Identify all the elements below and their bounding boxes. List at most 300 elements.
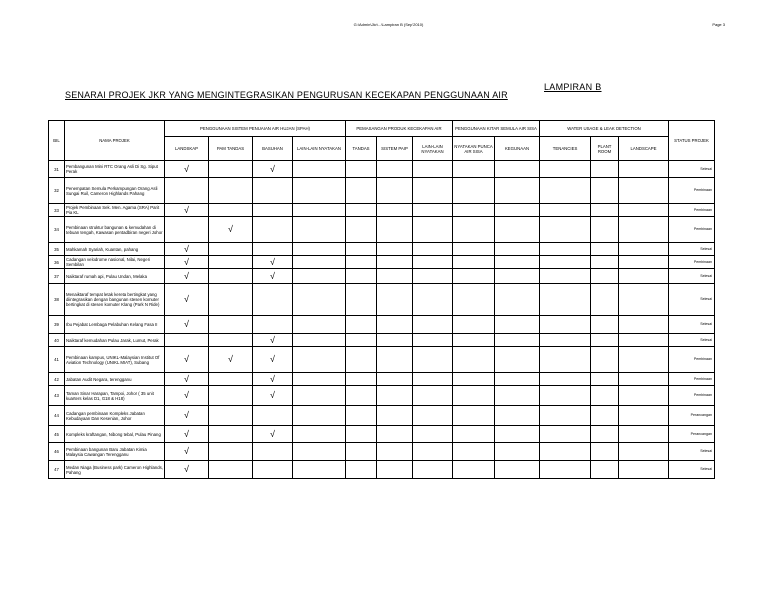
check-cell	[413, 406, 453, 426]
check-cell	[165, 284, 209, 316]
check-cell	[619, 426, 669, 443]
table-row	[49, 386, 715, 406]
check-cell	[453, 256, 495, 269]
check-cell	[413, 426, 453, 443]
row-number: 38	[49, 284, 65, 316]
check-cell	[591, 373, 619, 386]
check-cell	[619, 204, 669, 217]
check-cell	[453, 373, 495, 386]
row-number: 40	[49, 334, 65, 347]
status-text: Selesai	[669, 161, 715, 178]
check-cell	[165, 269, 209, 284]
check-cell	[495, 217, 540, 243]
table-row	[49, 269, 715, 284]
checkmark-icon: √	[270, 354, 275, 364]
check-cell	[453, 217, 495, 243]
check-cell	[253, 426, 293, 443]
project-name: Cadangan velodrome nasional, Nilai, Negeri Sembilan	[65, 256, 165, 269]
status-text: Selesai	[669, 334, 715, 347]
check-cell	[540, 217, 591, 243]
checkmark-icon: √	[270, 270, 275, 281]
check-cell	[413, 334, 453, 347]
check-cell	[453, 334, 495, 347]
table-row	[49, 243, 715, 256]
sub-header-landscape: LANDSCAPE	[619, 137, 669, 161]
row-number: 42	[49, 373, 65, 386]
check-cell	[165, 386, 209, 406]
check-cell	[540, 256, 591, 269]
checkmark-icon: √	[228, 354, 233, 364]
check-cell	[619, 269, 669, 284]
check-cell	[377, 347, 413, 373]
check-cell	[540, 243, 591, 256]
check-cell	[495, 256, 540, 269]
project-name: Pembinaan bangunan Baru Jabatan Kimia Malaysia Cawangan Terengganu	[65, 443, 165, 461]
table-row	[49, 178, 715, 204]
check-cell	[209, 347, 253, 373]
check-cell	[346, 217, 377, 243]
checkmark-icon: √	[270, 390, 275, 400]
check-cell	[591, 204, 619, 217]
table-row	[49, 161, 715, 178]
check-cell	[293, 204, 346, 217]
status-text: Pembinaan	[669, 373, 715, 386]
row-number: 47	[49, 461, 65, 479]
check-cell	[619, 243, 669, 256]
check-cell	[619, 334, 669, 347]
check-cell	[346, 284, 377, 316]
project-name: Kompleks kraftangan, Nibong tebal, Pulau Pinang	[65, 426, 165, 443]
table-row	[49, 373, 715, 386]
status-text: Pembinaan	[669, 256, 715, 269]
check-cell	[165, 256, 209, 269]
status-text: Selesai	[669, 461, 715, 479]
row-number: 46	[49, 443, 65, 461]
checkmark-icon: √	[184, 243, 189, 254]
row-number: 41	[49, 347, 65, 373]
checkmark-icon: √	[184, 410, 189, 420]
check-cell	[413, 269, 453, 284]
project-name: Taman Sinar Harapan, Tampoi, Johor ( 35 unit kuarters kelas D1, G18 & H18)	[65, 386, 165, 406]
check-cell	[453, 204, 495, 217]
check-cell	[293, 386, 346, 406]
check-cell	[619, 217, 669, 243]
check-cell	[165, 316, 209, 334]
check-cell	[540, 269, 591, 284]
sub-header-tenancies: TENANCIES	[540, 137, 591, 161]
row-number: 33	[49, 204, 65, 217]
check-cell	[413, 443, 453, 461]
check-cell	[253, 217, 293, 243]
document-file-path: G:\Admin\Jkr\...\Lampiran B (Sep'2010)	[353, 22, 424, 27]
status-text: Selesai	[669, 284, 715, 316]
row-number: 37	[49, 269, 65, 284]
check-cell	[209, 204, 253, 217]
sub-header-plant-room: PLANT ROOM	[591, 137, 619, 161]
check-cell	[346, 443, 377, 461]
checkmark-icon: √	[184, 446, 189, 456]
check-cell	[293, 426, 346, 443]
check-cell	[165, 217, 209, 243]
check-cell	[209, 161, 253, 178]
check-cell	[540, 178, 591, 204]
check-cell	[619, 178, 669, 204]
check-cell	[591, 256, 619, 269]
check-cell	[209, 373, 253, 386]
check-cell	[209, 269, 253, 284]
status-text: Selesai	[669, 316, 715, 334]
check-cell	[495, 178, 540, 204]
check-cell	[293, 334, 346, 347]
check-cell	[293, 347, 346, 373]
project-name: Naiktaraf rumah api, Pulau Undan, Melaka	[65, 269, 165, 284]
check-cell	[165, 178, 209, 204]
check-cell	[591, 334, 619, 347]
check-cell	[413, 373, 453, 386]
check-cell	[540, 373, 591, 386]
check-cell	[165, 161, 209, 178]
table-row	[49, 204, 715, 217]
check-cell	[495, 373, 540, 386]
check-cell	[165, 334, 209, 347]
check-cell	[377, 204, 413, 217]
check-cell	[165, 443, 209, 461]
check-cell	[209, 256, 253, 269]
check-cell	[540, 386, 591, 406]
check-cell	[346, 178, 377, 204]
check-cell	[619, 316, 669, 334]
check-cell	[413, 204, 453, 217]
check-cell	[209, 316, 253, 334]
check-cell	[413, 284, 453, 316]
sub-header-pam-tandas: PAM TANDAS	[209, 137, 253, 161]
checkmark-icon: √	[184, 256, 189, 267]
row-number: 31	[49, 161, 65, 178]
check-cell	[209, 386, 253, 406]
checkmark-icon: √	[184, 319, 189, 329]
check-cell	[619, 443, 669, 461]
table-row	[49, 347, 715, 373]
check-cell	[453, 316, 495, 334]
checkmark-icon: √	[184, 163, 189, 174]
project-name: Naiktaraf kemudahan Pulau Jarak, Lumut, Perak	[65, 334, 165, 347]
check-cell	[540, 334, 591, 347]
check-cell	[209, 217, 253, 243]
project-name: Menaiktaraf tempat letak kereta bertingkat yang diintegrasikan dengan bangunan stesen komuter bertingkat di stesen komuter Klang (Park N Ride)	[65, 284, 165, 316]
check-cell	[377, 161, 413, 178]
check-cell	[377, 406, 413, 426]
row-number: 34	[49, 217, 65, 243]
check-cell	[495, 426, 540, 443]
check-cell	[293, 284, 346, 316]
check-cell	[495, 461, 540, 479]
table-row	[49, 284, 715, 316]
check-cell	[453, 406, 495, 426]
document-title: SENARAI PROJEK JKR YANG MENGINTEGRASIKAN PENGURUSAN KECEKAPAN PENGGUNAAN AIR	[65, 90, 508, 100]
check-cell	[293, 461, 346, 479]
check-cell	[540, 161, 591, 178]
check-cell	[619, 347, 669, 373]
check-cell	[293, 256, 346, 269]
check-cell	[453, 461, 495, 479]
check-cell	[413, 386, 453, 406]
checkmark-icon: √	[184, 428, 189, 439]
check-cell	[540, 406, 591, 426]
check-cell	[165, 426, 209, 443]
check-cell	[293, 443, 346, 461]
check-cell	[377, 386, 413, 406]
check-cell	[591, 347, 619, 373]
check-cell	[591, 443, 619, 461]
status-text: Selesai	[669, 443, 715, 461]
check-cell	[253, 256, 293, 269]
check-cell	[293, 316, 346, 334]
check-cell	[253, 284, 293, 316]
check-cell	[495, 386, 540, 406]
check-cell	[591, 217, 619, 243]
status-text: Pembinaan	[669, 386, 715, 406]
group-header-spah: PENGGUNAAN SISTEM PENUAIAN AIR HUJAN (SPAH)	[165, 121, 346, 137]
table-row	[49, 443, 715, 461]
project-name: Pembangunan Mini RTC Orang Asli Di Sg. Siput Perak	[65, 161, 165, 178]
status-text: Perancangan	[669, 426, 715, 443]
check-cell	[165, 461, 209, 479]
check-cell	[165, 347, 209, 373]
check-cell	[540, 426, 591, 443]
check-cell	[209, 284, 253, 316]
check-cell	[346, 461, 377, 479]
check-cell	[253, 316, 293, 334]
check-cell	[413, 316, 453, 334]
row-number: 39	[49, 316, 65, 334]
check-cell	[591, 178, 619, 204]
check-cell	[540, 284, 591, 316]
check-cell	[453, 426, 495, 443]
sub-header-landskap: LANDSKAP	[165, 137, 209, 161]
check-cell	[591, 386, 619, 406]
status-text: Pembinaan	[669, 347, 715, 373]
check-cell	[591, 284, 619, 316]
sub-header-lain-lain-nyatakan: LAIN-LAIN NYATAKAN	[413, 137, 453, 161]
project-name: Penempatan Semula Perkampungan Orang Asli Sungai Ruil, Cameron Highlands Pahang	[65, 178, 165, 204]
check-cell	[540, 316, 591, 334]
check-cell	[346, 347, 377, 373]
check-cell	[591, 406, 619, 426]
check-cell	[165, 406, 209, 426]
checkmark-icon: √	[184, 204, 189, 215]
check-cell	[453, 269, 495, 284]
check-cell	[377, 178, 413, 204]
check-cell	[209, 406, 253, 426]
check-cell	[413, 256, 453, 269]
table-row	[49, 256, 715, 269]
check-cell	[413, 243, 453, 256]
check-cell	[253, 178, 293, 204]
check-cell	[253, 204, 293, 217]
row-number: 45	[49, 426, 65, 443]
check-cell	[591, 243, 619, 256]
checkmark-icon: √	[270, 334, 275, 345]
table-row	[49, 406, 715, 426]
check-cell	[619, 284, 669, 316]
check-cell	[346, 204, 377, 217]
status-text: Pembinaan	[669, 178, 715, 204]
check-cell	[209, 334, 253, 347]
check-cell	[413, 217, 453, 243]
check-cell	[165, 243, 209, 256]
check-cell	[591, 316, 619, 334]
check-cell	[591, 269, 619, 284]
check-cell	[293, 269, 346, 284]
status-text: Pembinaan	[669, 217, 715, 243]
check-cell	[495, 443, 540, 461]
check-cell	[377, 217, 413, 243]
group-header-leak-detection: WATER USAGE & LEAK DETECTION	[540, 121, 669, 137]
sub-header-sistem-paip: SISTEM PAIP	[377, 137, 413, 161]
check-cell	[540, 461, 591, 479]
sub-header-basuhan: BASUHAN	[253, 137, 293, 161]
check-cell	[253, 461, 293, 479]
check-cell	[619, 256, 669, 269]
check-cell	[495, 316, 540, 334]
check-cell	[413, 347, 453, 373]
check-cell	[293, 243, 346, 256]
check-cell	[540, 204, 591, 217]
page-number: Page 3	[712, 22, 725, 27]
check-cell	[495, 406, 540, 426]
project-name: Medan Niaga (Business park) Cameron Highlands, Pahang	[65, 461, 165, 479]
checkmark-icon: √	[228, 224, 233, 234]
check-cell	[377, 334, 413, 347]
check-cell	[293, 161, 346, 178]
check-cell	[495, 161, 540, 178]
group-header-kitar-semula: PENGGUNAAN KITAR SEMULA AIR SISA	[453, 121, 540, 137]
row-number: 36	[49, 256, 65, 269]
table-row	[49, 316, 715, 334]
check-cell	[377, 243, 413, 256]
check-cell	[253, 269, 293, 284]
table-row	[49, 217, 715, 243]
check-cell	[453, 284, 495, 316]
check-cell	[377, 461, 413, 479]
row-number: 35	[49, 243, 65, 256]
project-table	[48, 120, 715, 479]
check-cell	[209, 443, 253, 461]
status-text: Selesai	[669, 269, 715, 284]
checkmark-icon: √	[184, 354, 189, 364]
project-name: Pembinaan struktur bangunan & kemudahan di tebuan tengah, Kawasan pentadbiran negeri Johor	[65, 217, 165, 243]
status-text: Selesai	[669, 243, 715, 256]
check-cell	[453, 386, 495, 406]
check-cell	[209, 243, 253, 256]
check-cell	[346, 256, 377, 269]
check-cell	[293, 217, 346, 243]
row-number: 43	[49, 386, 65, 406]
check-cell	[453, 347, 495, 373]
project-name: Ibu Pejabat Lembaga Pelabuhan Kelang Fasa II	[65, 316, 165, 334]
check-cell	[253, 161, 293, 178]
check-cell	[495, 347, 540, 373]
checkmark-icon: √	[184, 390, 189, 400]
check-cell	[619, 406, 669, 426]
row-number: 44	[49, 406, 65, 426]
check-cell	[495, 204, 540, 217]
sub-header-nyatakan-punca-air-sisa: NYATAKAN PUNCA AIR SISA	[453, 137, 495, 161]
check-cell	[253, 347, 293, 373]
check-cell	[346, 406, 377, 426]
check-cell	[253, 243, 293, 256]
check-cell	[209, 178, 253, 204]
check-cell	[346, 316, 377, 334]
check-cell	[495, 243, 540, 256]
checkmark-icon: √	[270, 163, 275, 174]
checkmark-icon: √	[184, 373, 189, 384]
check-cell	[346, 334, 377, 347]
check-cell	[293, 406, 346, 426]
project-name: Cadangan pembinaan Kompleks Jabatan Kebudayaan Dan Kesenian, Johor	[65, 406, 165, 426]
check-cell	[413, 461, 453, 479]
col-status-projek: STATUS PROJEK	[669, 121, 715, 161]
check-cell	[413, 178, 453, 204]
status-text: Pembinaan	[669, 204, 715, 217]
table-row	[49, 461, 715, 479]
sub-header-kegunaan: KEGUNAAN	[495, 137, 540, 161]
checkmark-icon: √	[270, 373, 275, 384]
check-cell	[377, 373, 413, 386]
check-cell	[591, 461, 619, 479]
sub-header-lain-lain-nyatakan: LAIN-LAIN NYATAKAN	[293, 137, 346, 161]
check-cell	[540, 347, 591, 373]
check-cell	[377, 269, 413, 284]
check-cell	[346, 269, 377, 284]
check-cell	[165, 373, 209, 386]
col-bil: BIL	[49, 121, 65, 161]
check-cell	[165, 204, 209, 217]
check-cell	[253, 386, 293, 406]
check-cell	[377, 256, 413, 269]
group-header-produk: PEMASANGAN PRODUK KECEKAPAN AIR	[346, 121, 453, 137]
project-name: Jabatan Audit Negara, terengganu	[65, 373, 165, 386]
check-cell	[619, 386, 669, 406]
table-row	[49, 334, 715, 347]
check-cell	[346, 243, 377, 256]
check-cell	[346, 386, 377, 406]
check-cell	[253, 373, 293, 386]
checkmark-icon: √	[184, 464, 189, 474]
check-cell	[346, 426, 377, 443]
check-cell	[453, 243, 495, 256]
check-cell	[209, 461, 253, 479]
project-name: Mahkamah Syariah, Kuantan, pahang	[65, 243, 165, 256]
checkmark-icon: √	[270, 428, 275, 439]
check-cell	[346, 161, 377, 178]
check-cell	[346, 373, 377, 386]
checkmark-icon: √	[270, 256, 275, 267]
checkmark-icon: √	[184, 270, 189, 281]
check-cell	[591, 161, 619, 178]
sub-header-tandas: TANDAS	[346, 137, 377, 161]
row-number: 32	[49, 178, 65, 204]
check-cell	[591, 426, 619, 443]
appendix-label: LAMPIRAN B	[544, 82, 602, 92]
check-cell	[253, 406, 293, 426]
check-cell	[377, 426, 413, 443]
check-cell	[453, 443, 495, 461]
check-cell	[619, 161, 669, 178]
check-cell	[413, 161, 453, 178]
check-cell	[377, 284, 413, 316]
check-cell	[293, 373, 346, 386]
